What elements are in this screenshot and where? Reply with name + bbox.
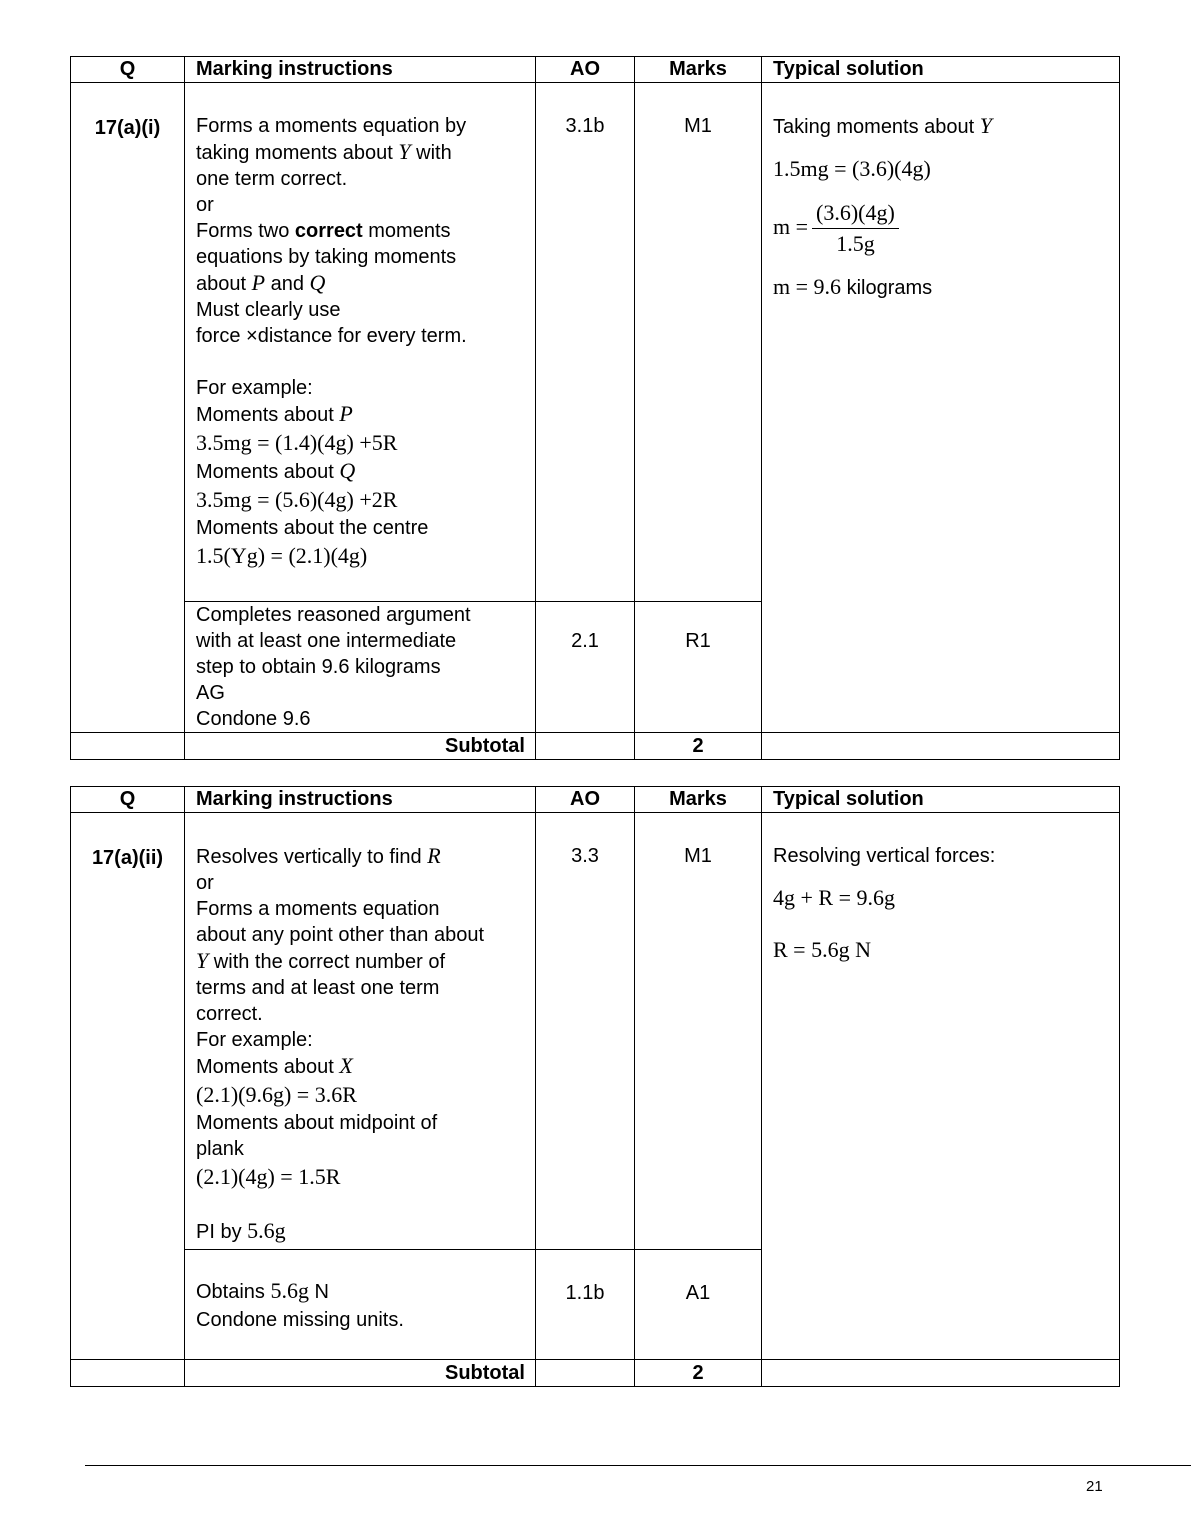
marking-instructions-a1: Obtains 5.6g N Condone missing units.: [185, 1250, 536, 1360]
header-row: [71, 57, 1120, 83]
solution-fraction: m = $\frac{(3.6)(4g)}{1.5g}$: [773, 198, 1119, 262]
mark-scheme-table-17aii: [70, 786, 1120, 1387]
header-ao: AO: [536, 787, 635, 813]
subtotal-row: [71, 733, 1120, 760]
row-m1: [71, 83, 1120, 602]
ao-m1: 3.1b: [536, 83, 635, 602]
header-marking-instructions: Marking instructions: [185, 57, 536, 83]
header-marks: Marks: [635, 787, 762, 813]
mark-r1: R1: [635, 602, 762, 733]
subtotal-value: 2: [635, 733, 762, 760]
marking-instructions-r1: Completes reasoned argument with at least one intermediate step to obtain 9.6 kilograms AG Condone 9.6: [185, 602, 536, 733]
mark-m1: M1: [635, 813, 762, 1250]
page-number: 21: [1086, 1478, 1103, 1495]
mark-a1: A1: [635, 1250, 762, 1360]
subtotal-row: [71, 1360, 1120, 1387]
footer-rule: [85, 1465, 1191, 1466]
equation-moments-centre: 1.5(Yg) = (2.1)(4g): [196, 543, 368, 568]
mark-m1: M1: [635, 83, 762, 602]
header-marks: Marks: [635, 57, 762, 83]
header-typical-solution: Typical solution: [762, 787, 1120, 813]
header-row: [71, 787, 1120, 813]
header-typical-solution: Typical solution: [762, 57, 1120, 83]
solution-result: m = 9.6: [773, 274, 842, 299]
equation-moments-q: 3.5mg = (5.6)(4g) +2R: [196, 487, 398, 512]
marking-instructions-m1: Forms a moments equation by taking moments about Y with one term correct. or Forms two correct moments equations by taking moments about P and Q Must clearly use force ×distance for every term. For example: Moments about P 3.5mg = (1.4)(4g) +5R Moments about Q 3.5mg = (5.6)(4g) +2R Moments about the centre 1.5(Yg) = (2.1)(4g): [185, 83, 536, 602]
solution-equation-1: 1.5mg = (3.6)(4g): [773, 156, 931, 181]
subtotal-label: Subtotal: [185, 733, 536, 760]
equation-moments-x: (2.1)(9.6g) = 3.6R: [196, 1082, 357, 1107]
header-ao: AO: [536, 57, 635, 83]
typical-solution-17ai: Taking moments about Y 1.5mg = (3.6)(4g) m = $\frac{(3.6)(4g)}{1.5g}$ m = 9.6 kilograms: [762, 83, 1120, 733]
ao-m1: 3.3: [536, 813, 635, 1250]
mark-scheme-table-17ai: [70, 56, 1120, 760]
typical-solution-17aii: Resolving vertical forces: 4g + R = 9.6g R = 5.6g N: [762, 813, 1120, 1360]
equation-moments-p: 3.5mg = (1.4)(4g) +5R: [196, 430, 398, 455]
header-marking-instructions: Marking instructions: [185, 787, 536, 813]
ao-r1: 2.1: [536, 602, 635, 733]
row-m1: [71, 813, 1120, 1250]
solution-result: R = 5.6g: [773, 937, 850, 962]
equation-moments-midpoint: (2.1)(4g) = 1.5R: [196, 1164, 341, 1189]
header-q: Q: [71, 57, 185, 83]
solution-equation-1: 4g + R = 9.6g: [773, 885, 895, 910]
subtotal-label: Subtotal: [185, 1360, 536, 1387]
question-label: 17(a)(i): [71, 83, 185, 733]
marking-instructions-m1: Resolves vertically to find R or Forms a moments equation about any point other than about Y with the correct number of terms and at least one term correct. For example: Moments about X (2.1)(9.6g) = 3.6R Moments about midpoint of plank (2.1)(4g) = 1.5R PI by 5.6g: [185, 813, 536, 1250]
header-q: Q: [71, 787, 185, 813]
ao-a1: 1.1b: [536, 1250, 635, 1360]
question-label: 17(a)(ii): [71, 813, 185, 1360]
subtotal-value: 2: [635, 1360, 762, 1387]
